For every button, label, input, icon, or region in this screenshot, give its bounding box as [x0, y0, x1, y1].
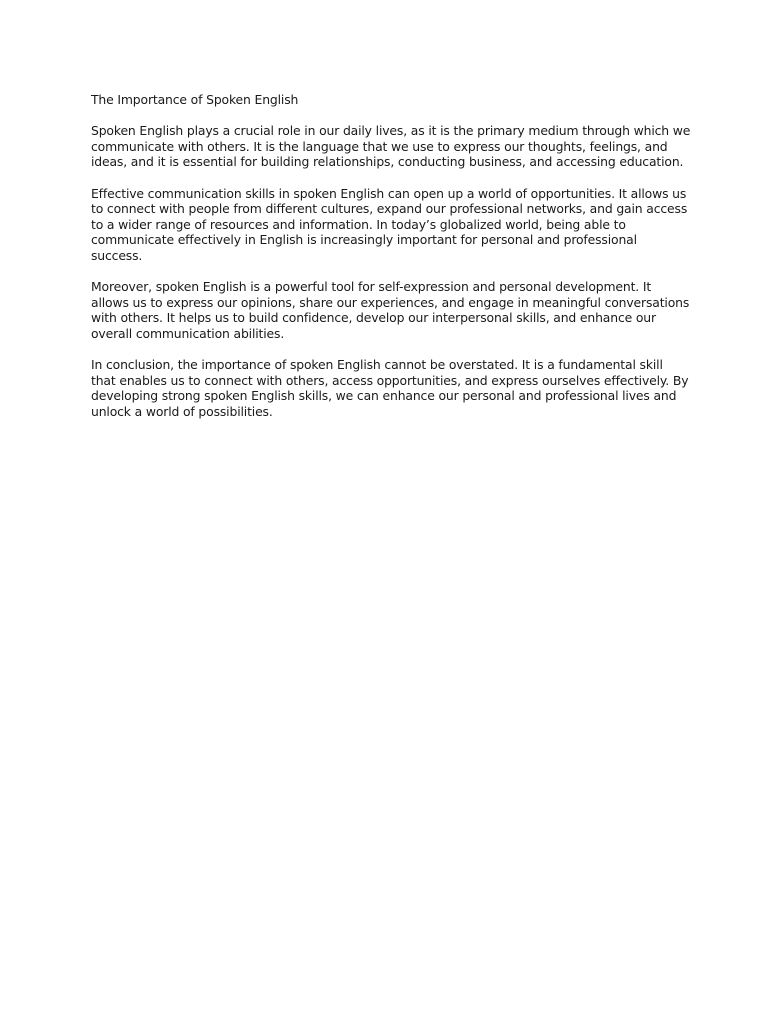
document-title: The Importance of Spoken English	[91, 92, 299, 107]
paragraph-3: Moreover, spoken English is a powerful tool for self-expression and personal development. It allows us to express our opinions, share our experiences, and engage in meaningful conversations with others. It helps us to build confidence, develop our interpersonal skills, and enhance our overall communication abilities.	[91, 279, 690, 341]
document-body	[91, 92, 691, 435]
paragraph-4: In conclusion, the importance of spoken English cannot be overstated. It is a fundamental skill that enables us to connect with others, access opportunities, and express ourselves effectively. By developing strong spoken English skills, we can enhance our personal and professional lives and unlock a world of possibilities.	[91, 357, 689, 419]
paragraph-1: Spoken English plays a crucial role in our daily lives, as it is the primary medium through which we communicate with others. It is the language that we use to express our thoughts, feelings, and ideas, and it is essential for building relationships, conducting business, and accessing education.	[91, 123, 691, 170]
paragraph-2: Effective communication skills in spoken English can open up a world of opportunities. It allows us to connect with people from different cultures, expand our professional networks, and gain access to a wider range of resources and information. In today’s globalized world, being able to communicate effectively in English is increasingly important for personal and professional success.	[91, 185, 688, 263]
